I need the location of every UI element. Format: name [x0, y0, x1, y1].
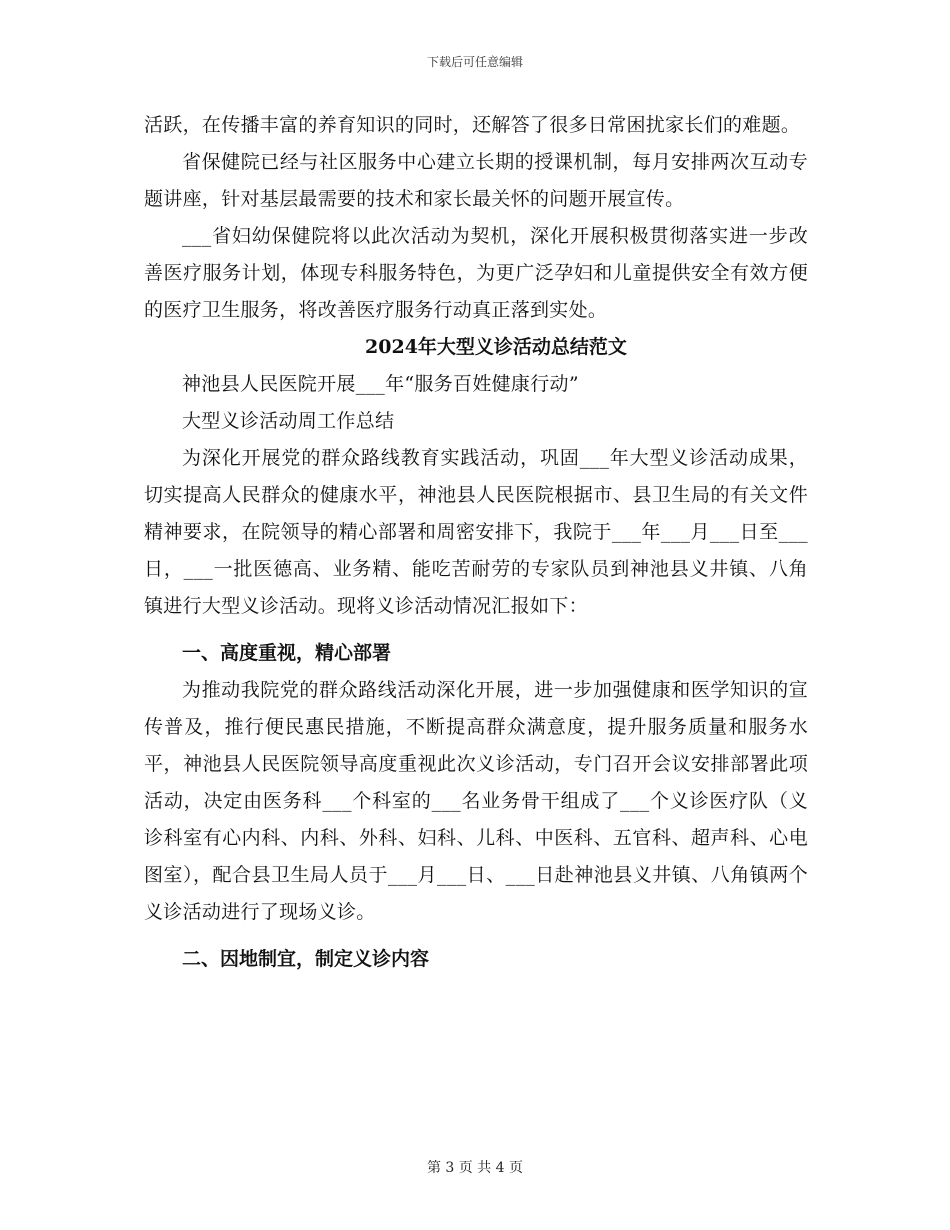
section-heading: 一、高度重视，精心部署	[182, 642, 392, 664]
section-heading: 二、因地制宜，制定义诊内容	[182, 948, 430, 970]
page-footer: 第 3 页 共 4 页	[426, 1160, 524, 1176]
section-title: 2024年大型义诊活动总结范文	[365, 336, 627, 358]
page-header: 下载后可任意编辑	[426, 55, 523, 69]
paragraph: 为推动我院党的群众路线活动深化开展，进一步加强健康和医学知识的宣传普及，推行便民惠民措施，不断提高群众满意度，提升服务质量和服务水平，神池县人民医院领导高度重视此次义诊活动，专门召开会议安排部署此项活动，决定由医务科___个科室的___名业务骨干组成了___个义诊医疗队（义诊科室有心内科、内科、外科、妇科、儿科、中医科、五官科、超声科、心电图室），配合县卫生局人员于___月___日、___日赴神池县义井镇、八角镇两个义诊活动进行了现场义诊。	[144, 679, 808, 923]
document-body	[144, 107, 808, 978]
paragraph: ___省妇幼保健院将以此次活动为契机，深化开展积极贯彻落实进一步改善医疗服务计划，体现专科服务特色，为更广泛孕妇和儿童提供安全有效方便的医疗卫生服务，将改善医疗服务行动真正落到实处。	[144, 225, 808, 321]
paragraph: 神池县人民医院开展___年“服务百姓健康行动”	[182, 373, 579, 395]
paragraph: 大型义诊活动周工作总结	[182, 410, 395, 432]
paragraph: 为深化开展党的群众路线教育实践活动，巩固___年大型义诊活动成果，切实提高人民群众的健康水平，神池县人民医院根据市、县卫生局的有关文件精神要求，在院领导的精心部署和周密安排下，我院于___年___月___日至___日，___一批医德高、业务精、能吃苦耐劳的专家队员到神池县义井镇、八角镇进行大型义诊活动。现将义诊活动情况汇报如下：	[144, 447, 808, 617]
paragraph: 活跃，在传播丰富的养育知识的同时，还解答了很多日常困扰家长们的难题。	[144, 114, 801, 136]
paragraph: 省保健院已经与社区服务中心建立长期的授课机制，每月安排两次互动专题讲座，针对基层最需要的技术和家长最关怀的问题开展宣传。	[144, 151, 808, 210]
